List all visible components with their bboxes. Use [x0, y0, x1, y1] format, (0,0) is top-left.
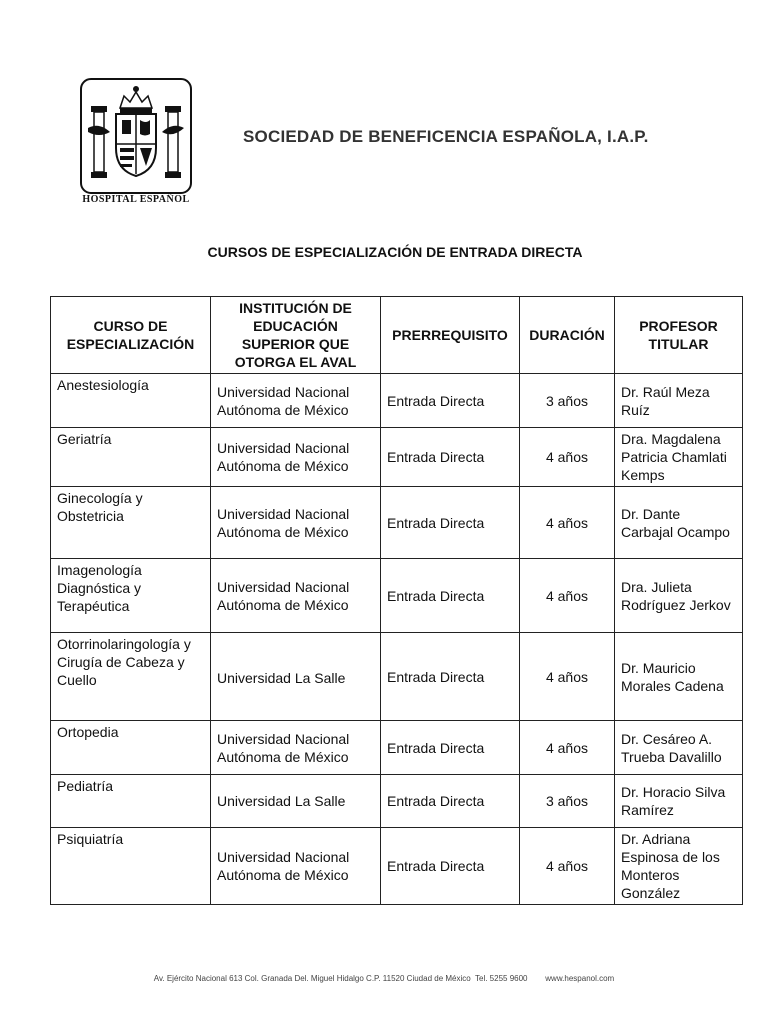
cell-institution: Universidad Nacional Autónoma de México: [211, 828, 381, 905]
cell-institution: Universidad Nacional Autónoma de México: [211, 559, 381, 633]
table-header-row: [51, 297, 743, 374]
cell-duration: 4 años: [520, 559, 615, 633]
cell-institution: Universidad Nacional Autónoma de México: [211, 374, 381, 428]
cell-professor: Dra. Magdalena Patricia Chamlati Kemps: [615, 428, 743, 487]
cell-duration: 4 años: [520, 721, 615, 775]
cell-course: Psiquiatría: [51, 828, 211, 905]
table-row: [51, 428, 743, 487]
footer-website: www.hespanol.com: [545, 974, 615, 983]
cell-duration: 4 años: [520, 828, 615, 905]
cell-professor: Dr. Raúl Meza Ruíz: [615, 374, 743, 428]
courses-table: [50, 296, 743, 905]
header-institution: INSTITUCIÓN DE EDUCACIÓN SUPERIOR QUE OTORGA EL AVAL: [211, 297, 381, 374]
cell-duration: 3 años: [520, 775, 615, 828]
footer-address: Av. Ejército Nacional 613 Col. Granada Del. Miguel Hidalgo C.P. 11520 Ciudad de México Tel. 5255 9600: [153, 974, 528, 983]
cell-course: Anestesiología: [51, 374, 211, 428]
header-duration: DURACIÓN: [520, 297, 615, 374]
table-row: [51, 633, 743, 721]
document-title: CURSOS DE ESPECIALIZACIÓN DE ENTRADA DIRECTA: [207, 244, 583, 260]
coat-of-arms-logo: [80, 78, 192, 194]
cell-institution: Universidad La Salle: [211, 633, 381, 721]
cell-duration: 4 años: [520, 428, 615, 487]
cell-course: Pediatría: [51, 775, 211, 828]
table-row: [51, 775, 743, 828]
cell-prerequisite: Entrada Directa: [381, 721, 520, 775]
cell-prerequisite: Entrada Directa: [381, 633, 520, 721]
cell-institution: Universidad La Salle: [211, 775, 381, 828]
cell-course: Geriatría: [51, 428, 211, 487]
cell-prerequisite: Entrada Directa: [381, 828, 520, 905]
table-row: [51, 559, 743, 633]
cell-course: Otorrinolaringología y Cirugía de Cabeza y Cuello: [51, 633, 211, 721]
organization-name: SOCIEDAD DE BENEFICENCIA ESPAÑOLA, I.A.P.: [243, 127, 649, 146]
cell-professor: Dr. Horacio Silva Ramírez: [615, 775, 743, 828]
cell-institution: Universidad Nacional Autónoma de México: [211, 428, 381, 487]
logo-caption: HOSPITAL ESPAÑOL: [82, 194, 190, 205]
cell-duration: 3 años: [520, 374, 615, 428]
cell-course: Ginecología y Obstetricia: [51, 487, 211, 559]
cell-duration: 4 años: [520, 487, 615, 559]
cell-professor: Dr. Cesáreo A. Trueba Davalillo: [615, 721, 743, 775]
header-course: CURSO DE ESPECIALIZACIÓN: [51, 297, 211, 374]
table-row: [51, 828, 743, 905]
cell-course: Imagenología Diagnóstica y Terapéutica: [51, 559, 211, 633]
table-row: [51, 487, 743, 559]
cell-professor: Dra. Julieta Rodríguez Jerkov: [615, 559, 743, 633]
footer: [0, 974, 768, 983]
cell-institution: Universidad Nacional Autónoma de México: [211, 721, 381, 775]
cell-prerequisite: Entrada Directa: [381, 775, 520, 828]
cell-professor: Dr. Mauricio Morales Cadena: [615, 633, 743, 721]
cell-prerequisite: Entrada Directa: [381, 428, 520, 487]
cell-prerequisite: Entrada Directa: [381, 374, 520, 428]
table-row: [51, 374, 743, 428]
header-prerequisite: PRERREQUISITO: [381, 297, 520, 374]
cell-duration: 4 años: [520, 633, 615, 721]
cell-prerequisite: Entrada Directa: [381, 559, 520, 633]
cell-course: Ortopedia: [51, 721, 211, 775]
header-professor: PROFESOR TITULAR: [615, 297, 743, 374]
cell-prerequisite: Entrada Directa: [381, 487, 520, 559]
table-row: [51, 721, 743, 775]
cell-institution: Universidad Nacional Autónoma de México: [211, 487, 381, 559]
cell-professor: Dr. Dante Carbajal Ocampo: [615, 487, 743, 559]
cell-professor: Dr. Adriana Espinosa de los Monteros González: [615, 828, 743, 905]
